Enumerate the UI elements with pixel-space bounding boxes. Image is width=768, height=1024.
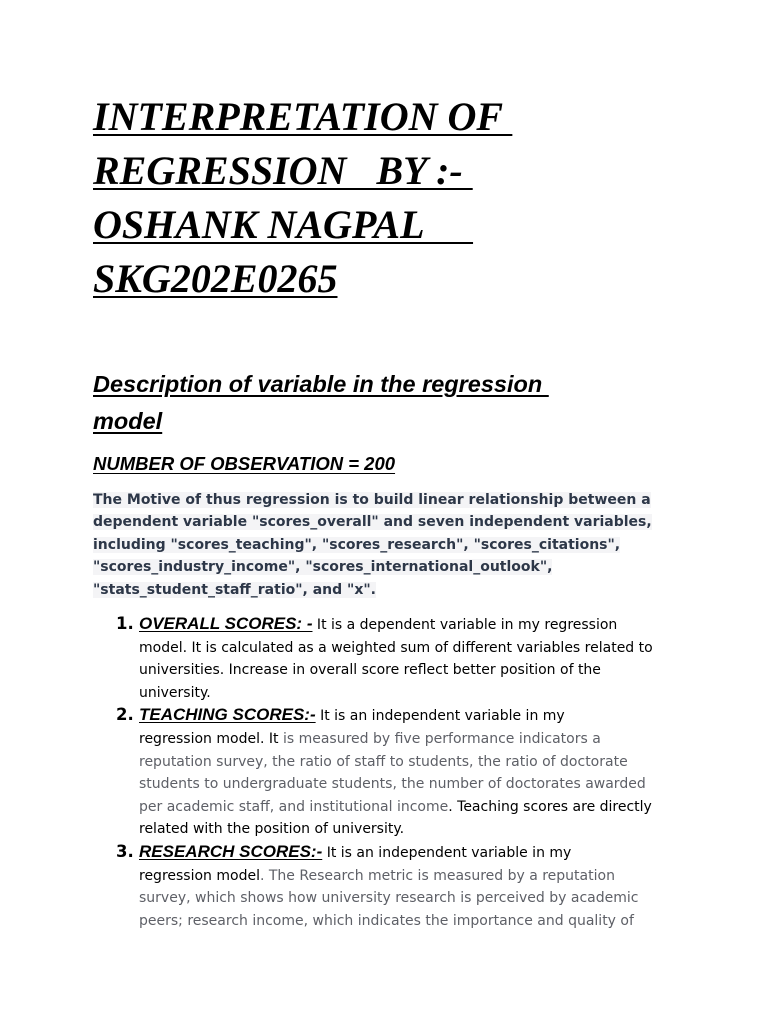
item-text: regression model — [139, 867, 260, 884]
item-heading: RESEARCH SCORES:- — [139, 841, 323, 861]
observation-count: NUMBER OF OBSERVATION = 200 — [93, 453, 396, 474]
list-number: 3. — [116, 841, 134, 861]
motive-line: "scores_industry_income", "scores_international_outlook", — [93, 559, 553, 576]
title-line: INTERPRETATION OF — [93, 94, 513, 139]
item-line — [139, 865, 683, 888]
item-text: It is an independent variable in my — [315, 708, 565, 725]
item-line — [139, 796, 683, 819]
item-first-line — [139, 613, 683, 637]
section-heading-line: model — [93, 408, 163, 434]
item-line: students to undergraduate students, the number of doctorates awarded — [139, 776, 646, 793]
item-line: university. — [139, 684, 211, 701]
item-line: reputation survey, the ratio of staff to students, the ratio of doctorate — [139, 753, 628, 770]
title-line: REGRESSION BY :- — [93, 148, 473, 193]
section-heading-line: Description of variable in the regression — [93, 371, 549, 397]
section-heading — [93, 366, 693, 440]
list-number: 1. — [116, 614, 134, 633]
list-item-teaching-scores — [93, 704, 683, 841]
item-line: related with the position of university. — [139, 821, 405, 838]
item-text-grey: . The Research metric is measured by a reputation — [259, 867, 615, 884]
document-title — [93, 90, 653, 306]
title-line: OSHANK NAGPAL — [93, 202, 474, 247]
item-line: peers; research income, which indicates the importance and quality of — [139, 912, 634, 929]
list-number: 2. — [116, 705, 134, 725]
item-line: model. It is calculated as a weighted sum of different variables related to — [139, 639, 653, 656]
item-first-line — [139, 841, 683, 865]
item-heading: TEACHING SCORES:- — [139, 705, 316, 725]
variable-list — [93, 613, 683, 932]
motive-line: including "scores_teaching", "scores_research", "scores_citations", — [93, 536, 621, 553]
item-text: . Teaching scores are directly — [448, 798, 652, 815]
motive-paragraph — [93, 489, 652, 601]
item-text-grey: is measured by five performance indicators a — [282, 730, 601, 747]
item-line: universities. Increase in overall score reflect better position of the — [139, 662, 601, 679]
item-text: regression model. It — [139, 730, 283, 747]
item-heading: OVERALL SCORES: - — [139, 614, 313, 633]
item-line — [139, 728, 683, 751]
item-text-grey: per academic staff, and institutional income — [139, 798, 449, 815]
list-item-research-scores — [93, 841, 683, 932]
item-text: It is a dependent variable in my regression — [312, 617, 618, 633]
item-text: It is an independent variable in my — [322, 844, 572, 861]
list-item-overall-scores — [93, 613, 683, 704]
item-first-line — [139, 704, 683, 728]
motive-line: The Motive of thus regression is to build linear relationship between a — [93, 492, 651, 508]
item-line: survey, which shows how university research is perceived by academic — [139, 890, 639, 907]
title-line: SKG202E0265 — [93, 256, 338, 301]
motive-line: dependent variable "scores_overall" and seven independent variables, — [93, 514, 652, 531]
motive-line: "stats_student_staff_ratio", and "x". — [93, 581, 376, 598]
